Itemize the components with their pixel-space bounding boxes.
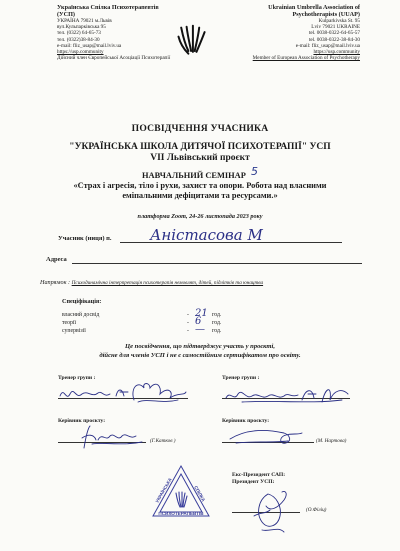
org-name-en: Ukrainian Umbrella Association of: [268, 4, 360, 11]
website-line: https://usp.community: [57, 49, 104, 56]
school-block: [0, 142, 400, 164]
address-line: УКРАЇНА 79021 м.Львів: [57, 18, 112, 24]
spec-label: теорії: [62, 320, 77, 326]
project-name: VII Львівський проєкт: [150, 153, 250, 163]
org-abbr-ua: (УСП): [57, 11, 75, 18]
email-line: e-mail: fliz_usap@mail.lviv.ua: [295, 42, 360, 49]
certificate-title: ПОСВІДЧЕННЯ УЧАСНИКА: [131, 123, 269, 134]
expresident-label-2: Президент УСП:: [232, 479, 275, 486]
address-line: Kulparkivska St. 95: [318, 18, 360, 24]
phone-line: тел. (0322) 64-65-73: [57, 30, 101, 37]
participant-label: Учасник (ниця) п.: [58, 235, 112, 242]
validity-note-line-1: Це посвідчення, що підтверджує участь у проєкті,: [124, 343, 276, 350]
spec-unit: год.: [212, 320, 222, 326]
phone-line: тел. (0322)38-84-30: [57, 36, 100, 43]
project-head-left-name: (Г.Катков ): [150, 438, 176, 444]
expresident-signature: [248, 486, 298, 536]
platform-line: платформа Zoom, 24-26 листопада 2023 року: [137, 213, 263, 220]
uuap-hand-logo-icon: [174, 24, 210, 60]
stamp-top-text: СПІЛКА: [193, 485, 207, 503]
project-head-right-label: Керівник проєкту:: [222, 418, 270, 424]
seminar-title-line-1: «Страх і агресія, тіло і рухи, захист та опори. Робота над власними: [73, 181, 327, 190]
direction-label: Напрямок :: [40, 279, 71, 286]
trainer-right-signature: [222, 380, 352, 408]
spec-label: супервізії: [62, 328, 86, 334]
project-head-right-name: (М. Нартова): [316, 438, 347, 444]
project-head-right-signature: [226, 425, 306, 447]
expresident-block: [232, 472, 285, 486]
membership-line: Member of European Association of Psychotherapy: [252, 55, 360, 62]
trainer-left-label: Тренер групи :: [58, 375, 96, 381]
phone-line: tel. 0038-0322-38-84-30: [308, 36, 360, 43]
specification-title: Спеціфікація:: [62, 298, 102, 305]
spec-hours-handwritten: 6: [195, 316, 202, 327]
participant-name-handwritten: Аністасова М: [150, 226, 263, 244]
spec-dash: -: [187, 312, 189, 318]
header-left: [57, 4, 192, 61]
validity-note-line-2: дійсне для членів УСП і не є самостійним сертифікатом про освіту.: [99, 351, 301, 359]
membership-line: Дійсний член Європейської Асоціації Психотерапії: [57, 55, 171, 62]
project-head-left-label: Керівник проєкту:: [58, 418, 106, 424]
spec-unit: год.: [212, 328, 222, 334]
spec-hours-handwritten: —: [195, 324, 205, 335]
header-right: [210, 4, 360, 61]
seminar-label: НАВЧАЛЬНИЙ СЕМІНАР: [142, 171, 246, 180]
address-line: Lviv 79021 UKRAINE: [311, 24, 360, 31]
org-name-ua: Українська Спілка Психотерапевтів: [57, 4, 159, 11]
project-head-left-signature: [78, 424, 148, 450]
expresident-label-1: Екс-Президент САП:: [232, 472, 286, 478]
org-name-en-2: Psychotherapists (UUAP): [292, 11, 360, 18]
direction-value: Психодинамічна інтерпретація психотерапія немовлят, дітей, підлітків та юнацтва: [71, 280, 264, 286]
school-name: "УКРАЇНСЬКА ШКОЛА ДИТЯЧОЇ ПСИХОТЕРАПІЇ" УСП: [69, 142, 331, 152]
address-line: [72, 263, 362, 264]
spec-unit: год.: [212, 312, 222, 318]
stamp-bottom-text: ПСИХОТЕРАПЕВТІВ: [158, 511, 204, 516]
website-line: https://usp.community: [313, 49, 360, 56]
organization-stamp: [150, 463, 212, 521]
address-label: Адреса: [46, 256, 67, 263]
spec-hours-handwritten: 21: [195, 308, 208, 319]
trainer-right-label: Тренер групи :: [222, 375, 260, 381]
address-line: вул.Кульпарківська 95: [57, 24, 106, 31]
trainer-left-signature: [58, 378, 188, 408]
seminar-block: [0, 165, 400, 201]
spec-label: власний досвід: [62, 312, 100, 318]
phone-line: tel. 0038-0322-64-65-57: [308, 30, 360, 37]
direction-line: [40, 279, 263, 286]
email-line: e-mail: fliz_usap@mail.lviv.ua: [57, 42, 122, 49]
spec-dash: -: [187, 328, 189, 334]
seminar-number: 5: [250, 165, 258, 178]
spec-dash: -: [187, 320, 189, 326]
expresident-name: (О.Філіц): [306, 507, 327, 513]
stamp-left-text: УКРАЇНСЬКА: [154, 477, 173, 504]
spec-row: [62, 324, 232, 337]
seminar-title-line-2: еміпальними дефіцитами та ресурсами.»: [122, 191, 278, 200]
validity-note: [0, 343, 400, 360]
